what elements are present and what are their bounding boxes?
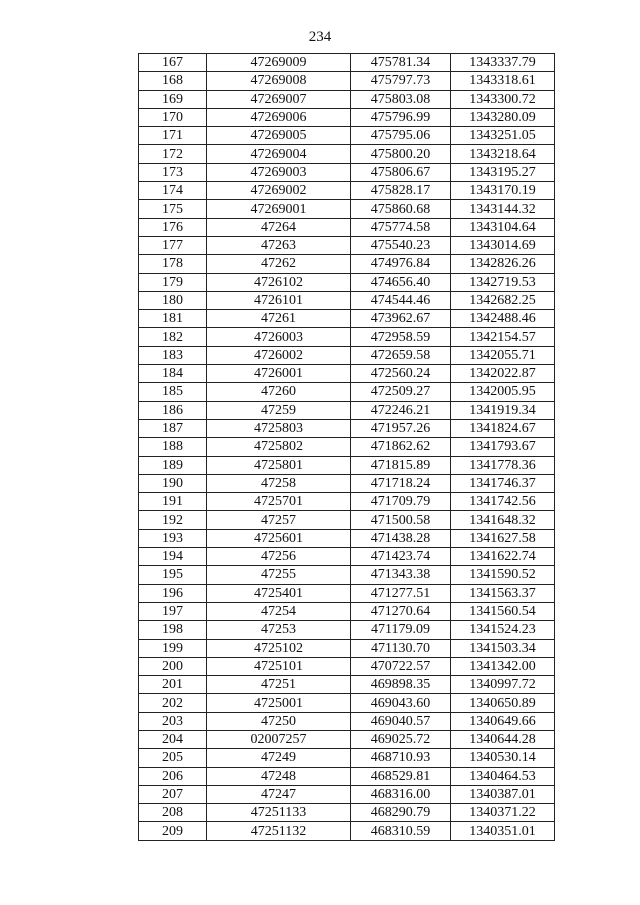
row-number-cell: 190 — [139, 474, 207, 492]
y-coordinate-cell: 1341919.34 — [451, 401, 555, 419]
x-coordinate-cell: 471815.89 — [351, 456, 451, 474]
point-id-cell: 47253 — [207, 621, 351, 639]
row-number-cell: 203 — [139, 712, 207, 730]
table-row — [139, 90, 555, 108]
y-coordinate-cell: 1342682.25 — [451, 291, 555, 309]
x-coordinate-cell: 471277.51 — [351, 584, 451, 602]
x-coordinate-cell: 468290.79 — [351, 804, 451, 822]
x-coordinate-cell: 474976.84 — [351, 255, 451, 273]
x-coordinate-cell: 475803.08 — [351, 90, 451, 108]
point-id-cell: 4726102 — [207, 273, 351, 291]
row-number-cell: 202 — [139, 694, 207, 712]
row-number-cell: 174 — [139, 182, 207, 200]
x-coordinate-cell: 470722.57 — [351, 657, 451, 675]
point-id-cell: 47259 — [207, 401, 351, 419]
y-coordinate-cell: 1341590.52 — [451, 566, 555, 584]
table-row — [139, 694, 555, 712]
coordinates-table — [138, 53, 555, 841]
x-coordinate-cell: 469898.35 — [351, 676, 451, 694]
table-row — [139, 566, 555, 584]
table-row — [139, 383, 555, 401]
point-id-cell: 02007257 — [207, 730, 351, 748]
y-coordinate-cell: 1341342.00 — [451, 657, 555, 675]
table-row — [139, 273, 555, 291]
table-row — [139, 438, 555, 456]
x-coordinate-cell: 468316.00 — [351, 785, 451, 803]
point-id-cell: 47257 — [207, 511, 351, 529]
y-coordinate-cell: 1340650.89 — [451, 694, 555, 712]
row-number-cell: 180 — [139, 291, 207, 309]
point-id-cell: 47247 — [207, 785, 351, 803]
table-row — [139, 310, 555, 328]
y-coordinate-cell: 1341742.56 — [451, 493, 555, 511]
point-id-cell: 47269003 — [207, 163, 351, 181]
table-row — [139, 218, 555, 236]
point-id-cell: 47260 — [207, 383, 351, 401]
point-id-cell: 47261 — [207, 310, 351, 328]
point-id-cell: 4725803 — [207, 419, 351, 437]
row-number-cell: 184 — [139, 365, 207, 383]
point-id-cell: 47256 — [207, 548, 351, 566]
row-number-cell: 195 — [139, 566, 207, 584]
row-number-cell: 182 — [139, 328, 207, 346]
y-coordinate-cell: 1343170.19 — [451, 182, 555, 200]
y-coordinate-cell: 1343318.61 — [451, 72, 555, 90]
x-coordinate-cell: 471957.26 — [351, 419, 451, 437]
row-number-cell: 189 — [139, 456, 207, 474]
row-number-cell: 196 — [139, 584, 207, 602]
point-id-cell: 47269008 — [207, 72, 351, 90]
x-coordinate-cell: 469043.60 — [351, 694, 451, 712]
y-coordinate-cell: 1343280.09 — [451, 108, 555, 126]
y-coordinate-cell: 1343218.64 — [451, 145, 555, 163]
y-coordinate-cell: 1340371.22 — [451, 804, 555, 822]
table-row — [139, 236, 555, 254]
table-row — [139, 328, 555, 346]
table-row — [139, 182, 555, 200]
point-id-cell: 47249 — [207, 749, 351, 767]
point-id-cell: 47255 — [207, 566, 351, 584]
y-coordinate-cell: 1340351.01 — [451, 822, 555, 840]
table-row — [139, 72, 555, 90]
x-coordinate-cell: 468310.59 — [351, 822, 451, 840]
y-coordinate-cell: 1340387.01 — [451, 785, 555, 803]
table-row — [139, 474, 555, 492]
x-coordinate-cell: 475828.17 — [351, 182, 451, 200]
y-coordinate-cell: 1340464.53 — [451, 767, 555, 785]
row-number-cell: 176 — [139, 218, 207, 236]
row-number-cell: 200 — [139, 657, 207, 675]
y-coordinate-cell: 1342826.26 — [451, 255, 555, 273]
x-coordinate-cell: 471179.09 — [351, 621, 451, 639]
row-number-cell: 178 — [139, 255, 207, 273]
row-number-cell: 167 — [139, 54, 207, 72]
point-id-cell: 47258 — [207, 474, 351, 492]
x-coordinate-cell: 468529.81 — [351, 767, 451, 785]
table-row — [139, 493, 555, 511]
point-id-cell: 47254 — [207, 602, 351, 620]
x-coordinate-cell: 472659.58 — [351, 346, 451, 364]
point-id-cell: 47269002 — [207, 182, 351, 200]
row-number-cell: 197 — [139, 602, 207, 620]
point-id-cell: 4726002 — [207, 346, 351, 364]
row-number-cell: 193 — [139, 529, 207, 547]
x-coordinate-cell: 471438.28 — [351, 529, 451, 547]
y-coordinate-cell: 1341793.67 — [451, 438, 555, 456]
point-id-cell: 47251 — [207, 676, 351, 694]
x-coordinate-cell: 475797.73 — [351, 72, 451, 90]
row-number-cell: 168 — [139, 72, 207, 90]
y-coordinate-cell: 1341560.54 — [451, 602, 555, 620]
row-number-cell: 169 — [139, 90, 207, 108]
y-coordinate-cell: 1341622.74 — [451, 548, 555, 566]
y-coordinate-cell: 1340997.72 — [451, 676, 555, 694]
table-row — [139, 346, 555, 364]
y-coordinate-cell: 1342488.46 — [451, 310, 555, 328]
table-row — [139, 767, 555, 785]
table-row — [139, 548, 555, 566]
row-number-cell: 207 — [139, 785, 207, 803]
x-coordinate-cell: 469025.72 — [351, 730, 451, 748]
row-number-cell: 191 — [139, 493, 207, 511]
table-row — [139, 365, 555, 383]
point-id-cell: 4726101 — [207, 291, 351, 309]
table-row — [139, 529, 555, 547]
x-coordinate-cell: 475774.58 — [351, 218, 451, 236]
row-number-cell: 199 — [139, 639, 207, 657]
row-number-cell: 204 — [139, 730, 207, 748]
point-id-cell: 4725001 — [207, 694, 351, 712]
point-id-cell: 47269006 — [207, 108, 351, 126]
point-id-cell: 4725801 — [207, 456, 351, 474]
y-coordinate-cell: 1343195.27 — [451, 163, 555, 181]
point-id-cell: 47251132 — [207, 822, 351, 840]
row-number-cell: 170 — [139, 108, 207, 126]
row-number-cell: 171 — [139, 127, 207, 145]
x-coordinate-cell: 471130.70 — [351, 639, 451, 657]
point-id-cell: 47251133 — [207, 804, 351, 822]
x-coordinate-cell: 469040.57 — [351, 712, 451, 730]
y-coordinate-cell: 1342154.57 — [451, 328, 555, 346]
row-number-cell: 183 — [139, 346, 207, 364]
y-coordinate-cell: 1341778.36 — [451, 456, 555, 474]
point-id-cell: 4725101 — [207, 657, 351, 675]
row-number-cell: 172 — [139, 145, 207, 163]
x-coordinate-cell: 475800.20 — [351, 145, 451, 163]
y-coordinate-cell: 1343014.69 — [451, 236, 555, 254]
point-id-cell: 4725401 — [207, 584, 351, 602]
x-coordinate-cell: 472246.21 — [351, 401, 451, 419]
y-coordinate-cell: 1341524.23 — [451, 621, 555, 639]
table-row — [139, 730, 555, 748]
y-coordinate-cell: 1342055.71 — [451, 346, 555, 364]
point-id-cell: 47269007 — [207, 90, 351, 108]
row-number-cell: 175 — [139, 200, 207, 218]
row-number-cell: 186 — [139, 401, 207, 419]
table-row — [139, 291, 555, 309]
row-number-cell: 192 — [139, 511, 207, 529]
x-coordinate-cell: 475860.68 — [351, 200, 451, 218]
row-number-cell: 206 — [139, 767, 207, 785]
y-coordinate-cell: 1343144.32 — [451, 200, 555, 218]
x-coordinate-cell: 474656.40 — [351, 273, 451, 291]
point-id-cell: 47269001 — [207, 200, 351, 218]
table-row — [139, 676, 555, 694]
x-coordinate-cell: 475540.23 — [351, 236, 451, 254]
table-row — [139, 401, 555, 419]
y-coordinate-cell: 1341503.34 — [451, 639, 555, 657]
row-number-cell: 187 — [139, 419, 207, 437]
y-coordinate-cell: 1341824.67 — [451, 419, 555, 437]
point-id-cell: 47262 — [207, 255, 351, 273]
row-number-cell: 205 — [139, 749, 207, 767]
x-coordinate-cell: 472560.24 — [351, 365, 451, 383]
point-id-cell: 4725802 — [207, 438, 351, 456]
point-id-cell: 4725102 — [207, 639, 351, 657]
y-coordinate-cell: 1341746.37 — [451, 474, 555, 492]
table-row — [139, 54, 555, 72]
y-coordinate-cell: 1342719.53 — [451, 273, 555, 291]
y-coordinate-cell: 1341563.37 — [451, 584, 555, 602]
table-row — [139, 639, 555, 657]
table-row — [139, 200, 555, 218]
x-coordinate-cell: 474544.46 — [351, 291, 451, 309]
point-id-cell: 47248 — [207, 767, 351, 785]
y-coordinate-cell: 1343251.05 — [451, 127, 555, 145]
point-id-cell: 47269005 — [207, 127, 351, 145]
x-coordinate-cell: 472509.27 — [351, 383, 451, 401]
row-number-cell: 177 — [139, 236, 207, 254]
table-row — [139, 163, 555, 181]
table-row — [139, 456, 555, 474]
row-number-cell: 179 — [139, 273, 207, 291]
table-row — [139, 511, 555, 529]
x-coordinate-cell: 471862.62 — [351, 438, 451, 456]
y-coordinate-cell: 1342005.95 — [451, 383, 555, 401]
point-id-cell: 4726001 — [207, 365, 351, 383]
table-row — [139, 621, 555, 639]
table-row — [139, 419, 555, 437]
y-coordinate-cell: 1343300.72 — [451, 90, 555, 108]
y-coordinate-cell: 1340644.28 — [451, 730, 555, 748]
x-coordinate-cell: 471343.38 — [351, 566, 451, 584]
point-id-cell: 47264 — [207, 218, 351, 236]
y-coordinate-cell: 1340530.14 — [451, 749, 555, 767]
table-row — [139, 127, 555, 145]
table-row — [139, 712, 555, 730]
row-number-cell: 185 — [139, 383, 207, 401]
x-coordinate-cell: 475781.34 — [351, 54, 451, 72]
row-number-cell: 188 — [139, 438, 207, 456]
table-row — [139, 145, 555, 163]
x-coordinate-cell: 475796.99 — [351, 108, 451, 126]
y-coordinate-cell: 1343337.79 — [451, 54, 555, 72]
y-coordinate-cell: 1343104.64 — [451, 218, 555, 236]
row-number-cell: 181 — [139, 310, 207, 328]
table-row — [139, 785, 555, 803]
table-row — [139, 602, 555, 620]
table-row — [139, 822, 555, 840]
table-row — [139, 657, 555, 675]
page-number: 234 — [308, 29, 332, 45]
x-coordinate-cell: 472958.59 — [351, 328, 451, 346]
x-coordinate-cell: 471718.24 — [351, 474, 451, 492]
y-coordinate-cell: 1341648.32 — [451, 511, 555, 529]
x-coordinate-cell: 471709.79 — [351, 493, 451, 511]
x-coordinate-cell: 471500.58 — [351, 511, 451, 529]
x-coordinate-cell: 471423.74 — [351, 548, 451, 566]
point-id-cell: 4725701 — [207, 493, 351, 511]
point-id-cell: 47269009 — [207, 54, 351, 72]
table-row — [139, 584, 555, 602]
table-row — [139, 108, 555, 126]
row-number-cell: 208 — [139, 804, 207, 822]
x-coordinate-cell: 473962.67 — [351, 310, 451, 328]
point-id-cell: 47263 — [207, 236, 351, 254]
point-id-cell: 47250 — [207, 712, 351, 730]
y-coordinate-cell: 1340649.66 — [451, 712, 555, 730]
table-row — [139, 804, 555, 822]
point-id-cell: 4725601 — [207, 529, 351, 547]
y-coordinate-cell: 1341627.58 — [451, 529, 555, 547]
x-coordinate-cell: 468710.93 — [351, 749, 451, 767]
row-number-cell: 173 — [139, 163, 207, 181]
x-coordinate-cell: 475806.67 — [351, 163, 451, 181]
table-row — [139, 255, 555, 273]
point-id-cell: 4726003 — [207, 328, 351, 346]
y-coordinate-cell: 1342022.87 — [451, 365, 555, 383]
table-row — [139, 749, 555, 767]
row-number-cell: 194 — [139, 548, 207, 566]
row-number-cell: 198 — [139, 621, 207, 639]
point-id-cell: 47269004 — [207, 145, 351, 163]
x-coordinate-cell: 475795.06 — [351, 127, 451, 145]
row-number-cell: 209 — [139, 822, 207, 840]
table-body — [139, 54, 555, 841]
row-number-cell: 201 — [139, 676, 207, 694]
x-coordinate-cell: 471270.64 — [351, 602, 451, 620]
